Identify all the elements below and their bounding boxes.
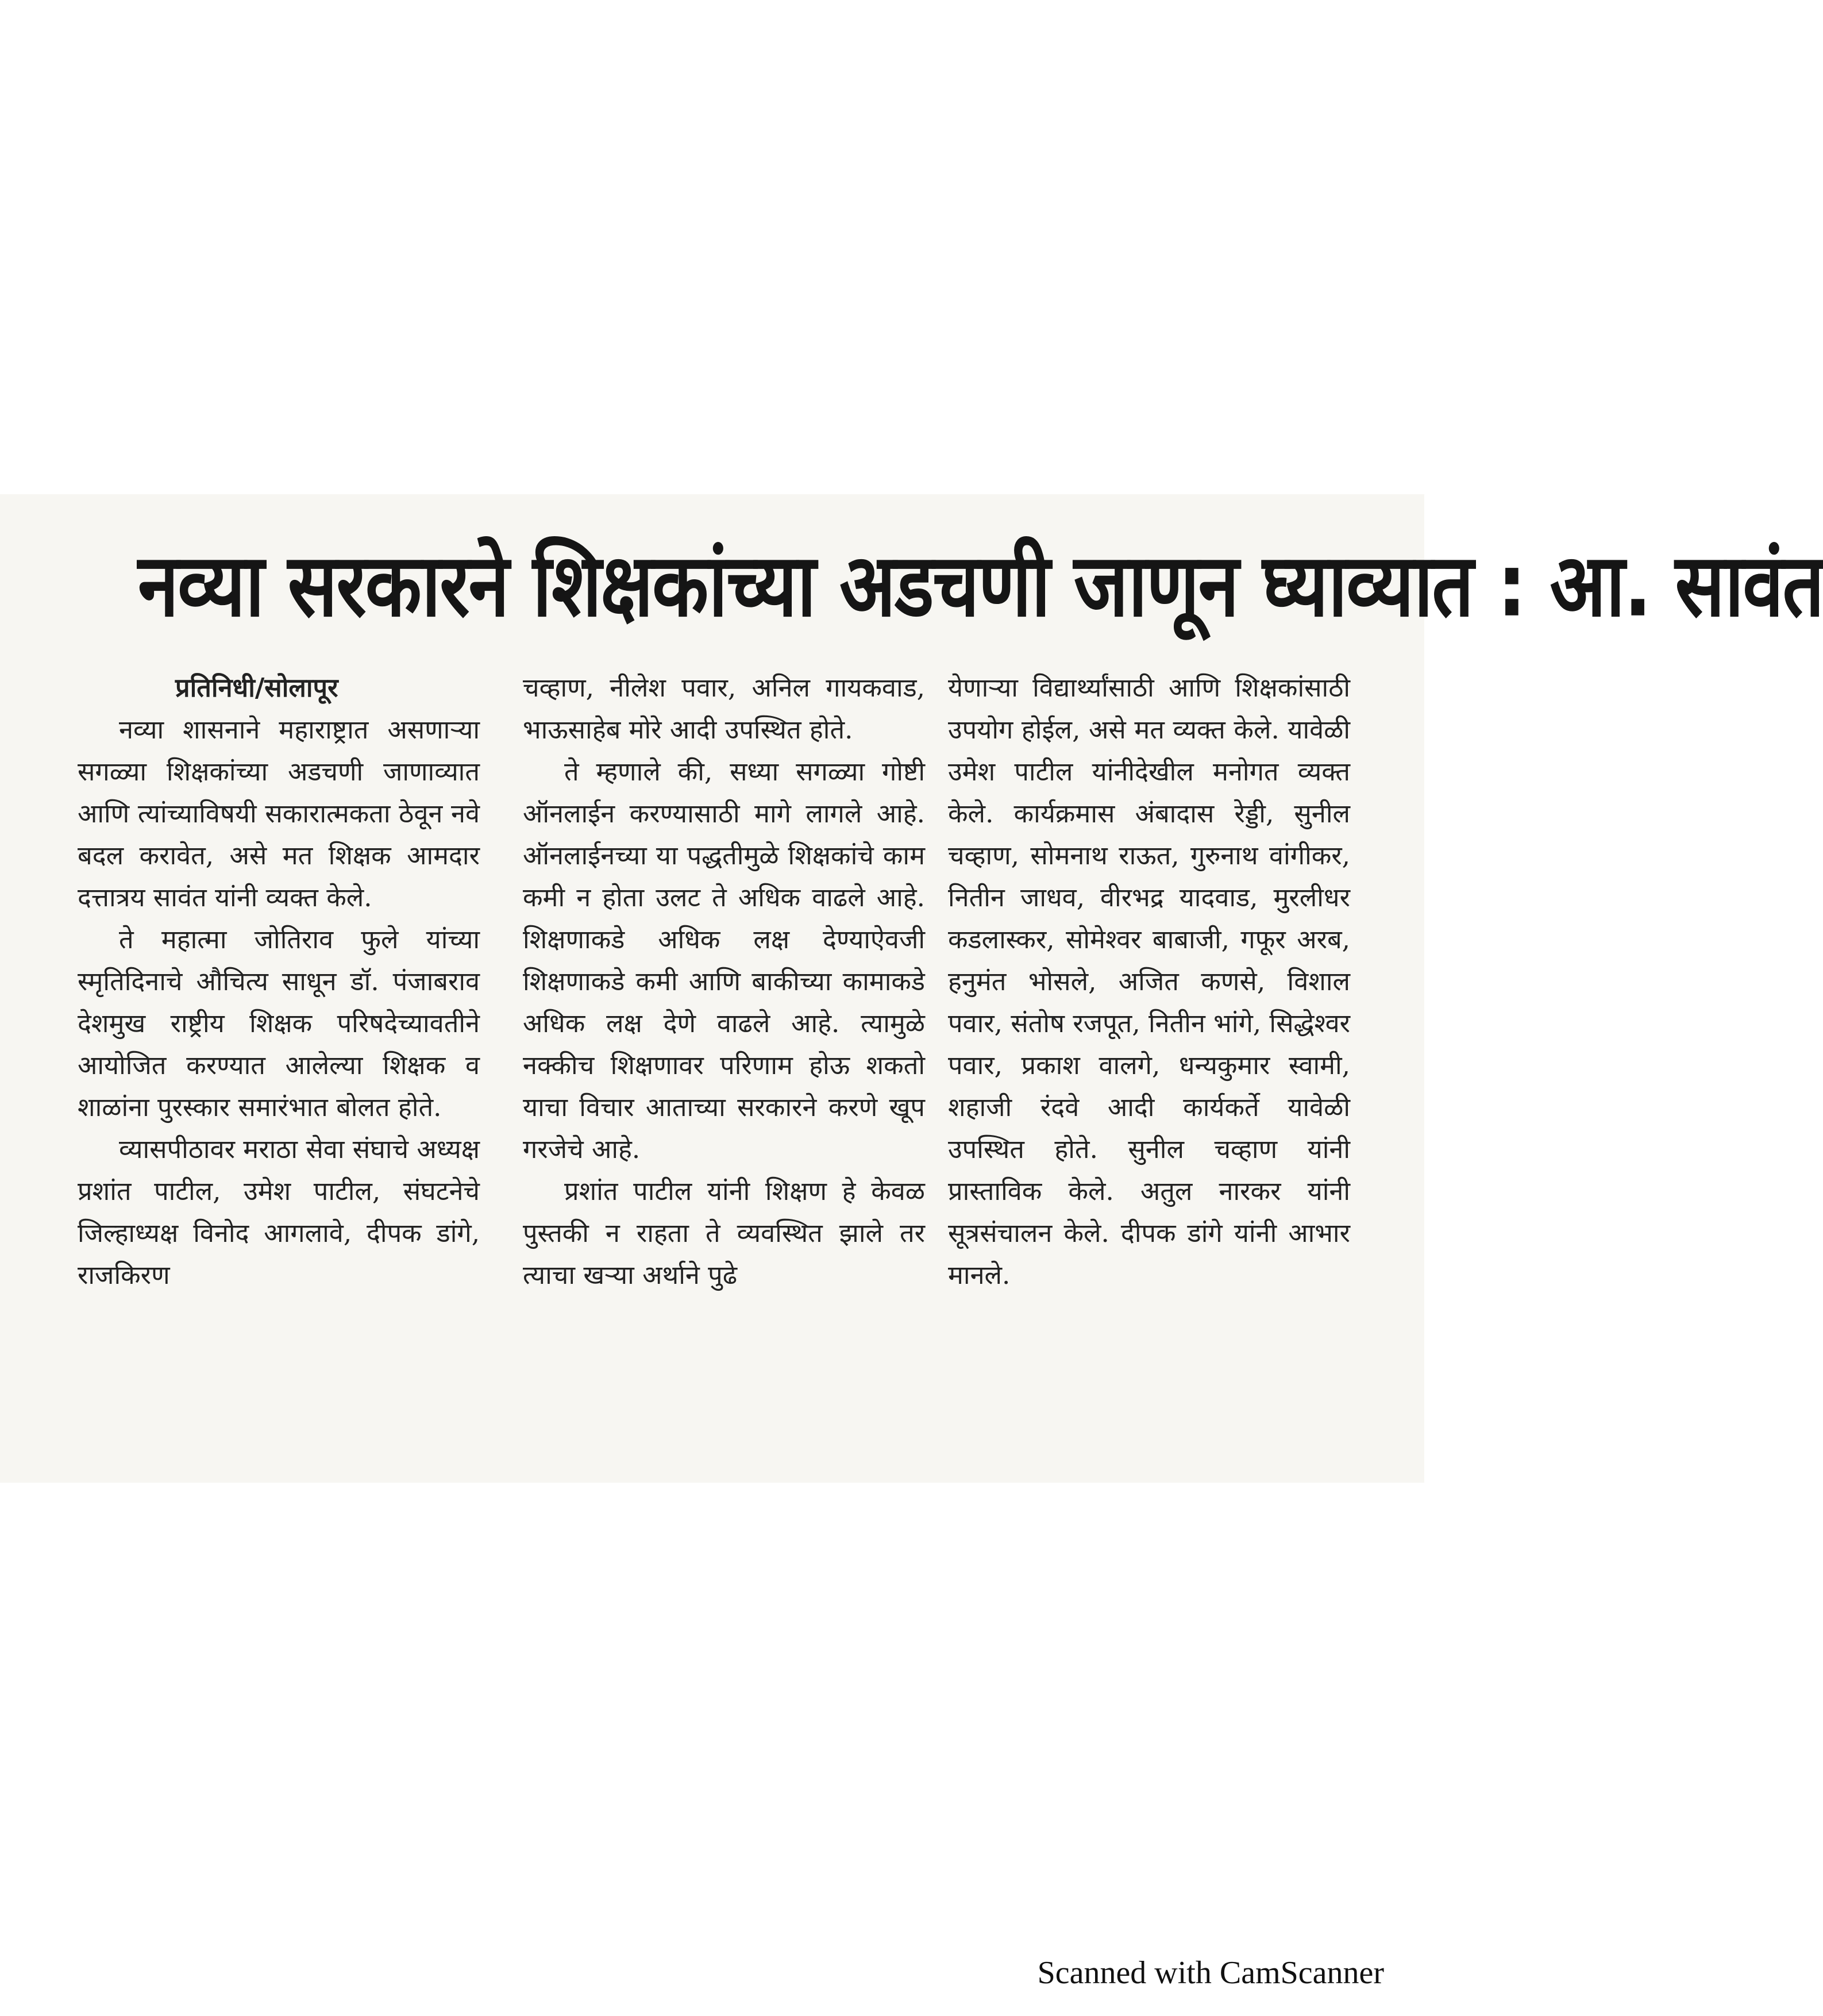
- paragraph: येणाऱ्या विद्यार्थ्यांसाठी आणि शिक्षकांसाठी उपयोग होईल, असे मत व्यक्त केले. यावेळी उमेश पाटील यांनीदेखील मनोगत व्यक्त केले. कार्यक्रमास अंबादास रेड्डी, सुनील चव्हाण, सोमनाथ राऊत, गुरुनाथ वांगीकर, नितीन जाधव, वीरभद्र यादवाड, मुरलीधर कडलास्कर, सोमेश्वर बाबाजी, गफूर अरब, हनुमंत भोसले, अजित कणसे, विशाल पवार, संतोष रजपूत, नितीन भांगे, सिद्धेश्वर पवार, प्रकाश वालगे, धन्यकुमार स्वामी, शहाजी रंदवे आदी कार्यकर्ते यावेळी उपस्थित होते. सुनील चव्हाण यांनी प्रास्ताविक केले. अतुल नारकर यांनी सूत्रसंचालन केले. दीपक डांगे यांनी आभार मानले.: [948, 672, 1350, 1290]
- paragraph: प्रशांत पाटील यांनी शिक्षण हे केवळ पुस्तकी न राहता ते व्यवस्थित झाले तर त्याचा खऱ्या अर्थाने पुढे: [523, 1176, 925, 1290]
- byline: प्रतिनिधी/सोलापूर: [175, 672, 338, 703]
- article-column-3: [948, 667, 1350, 1296]
- paragraph: व्यासपीठावर मराठा सेवा संघाचे अध्यक्ष प्रशांत पाटील, उमेश पाटील, संघटनेचे जिल्हाध्यक्ष विनोद आगलावे, दीपक डांगे, राजकिरण: [78, 1134, 480, 1290]
- paragraph: नव्या शासनाने महाराष्ट्रात असणाऱ्या सगळ्या शिक्षकांच्या अडचणी जाणाव्यात आणि त्यांच्याविषयी सकारात्मकता ठेवून नवे बदल करावेत, असे मत शिक्षक आमदार दत्तात्रय सावंत यांनी व्यक्त केले.: [78, 714, 480, 913]
- article-column-1: [78, 667, 480, 1296]
- scanner-watermark: Scanned with CamScanner: [1037, 1955, 1384, 1991]
- paragraph: ते म्हणाले की, सध्या सगळ्या गोष्टी ऑनलाईन करण्यासाठी मागे लागले आहे. ऑनलाईनच्या या पद्धतीमुळे शिक्षकांचे काम कमी न होता उलट ते अधिक वाढले आहे. शिक्षणाकडे अधिक लक्ष देण्याऐवजी शिक्षणाकडे कमी आणि बाकीच्या कामाकडे अधिक लक्ष देणे वाढले आहे. त्यामुळे नक्कीच शिक्षणावर परिणाम होऊ शकतो याचा विचार आताच्या सरकारने करणे खूप गरजेचे आहे.: [523, 756, 925, 1164]
- paragraph: ते महात्मा जोतिराव फुले यांच्या स्मृतिदिनाचे औचित्य साधून डॉ. पंजाबराव देशमुख राष्ट्रीय शिक्षक परिषदेच्यावतीने आयोजित करण्यात आलेल्या शिक्षक व शाळांना पुरस्कार समारंभात बोलत होते.: [78, 924, 480, 1122]
- paragraph: चव्हाण, नीलेश पवार, अनिल गायकवाड, भाऊसाहेब मोरे आदी उपस्थित होते.: [523, 672, 925, 745]
- headline: नव्या सरकारने शिक्षकांच्या अडचणी जाणून घ्याव्यात : आ. सावंत: [138, 535, 1823, 637]
- article-column-2: [523, 667, 925, 1296]
